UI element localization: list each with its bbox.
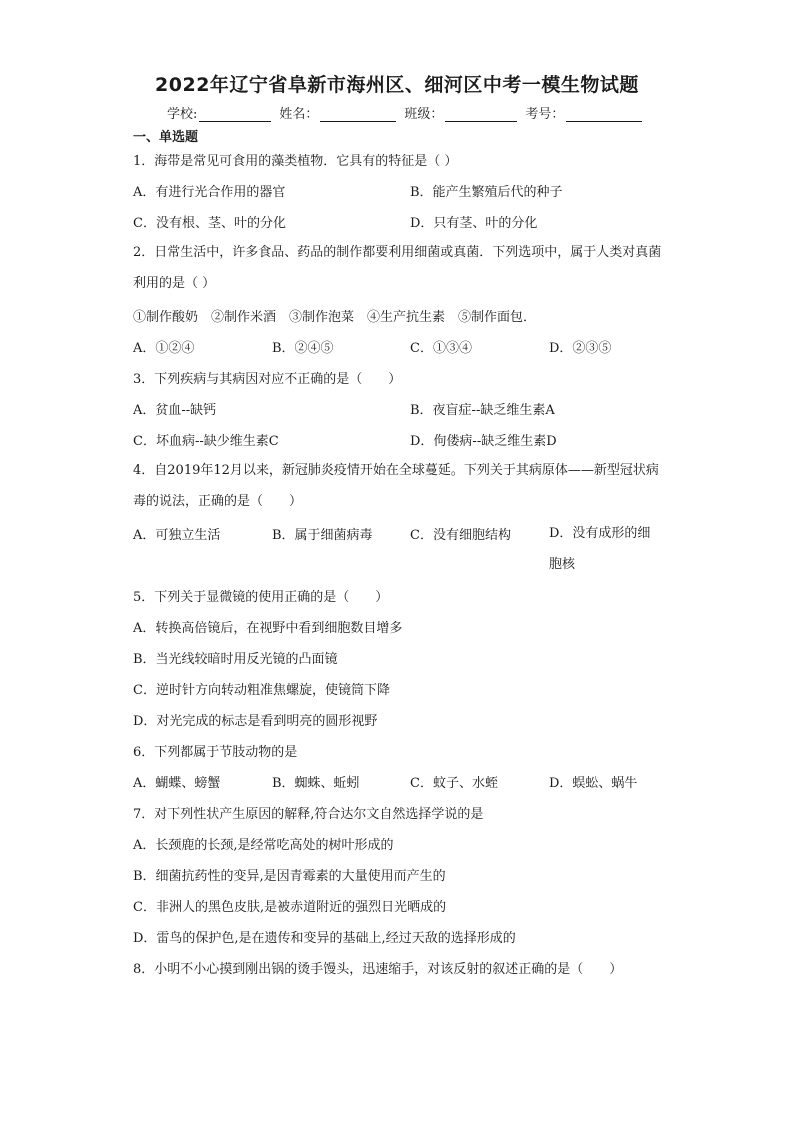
question-7-stem: 7．对下列性状产生原因的解释,符合达尔文自然选择学说的是 xyxy=(133,807,484,822)
q2-option-d[interactable]: D．②③⑤ xyxy=(549,341,612,356)
q5-option-d[interactable]: D．对光完成的标志是看到明亮的圆形视野 xyxy=(133,714,378,729)
number-label: 考号： xyxy=(525,107,565,122)
q7-option-c[interactable]: C．非洲人的黑色皮肤,是被赤道附近的强烈日光晒成的 xyxy=(133,900,447,915)
name-label: 姓名： xyxy=(279,107,319,122)
q7-option-a[interactable]: A．长颈鹿的长颈,是经常吃高处的树叶形成的 xyxy=(133,838,394,853)
student-info-line xyxy=(167,103,650,122)
question-8-stem: 8．小明不小心摸到刚出锅的烫手馒头，迅速缩手，对该反射的叙述正确的是（ ） xyxy=(133,962,623,977)
q3-option-c[interactable]: C．坏血病--缺少维生素C xyxy=(133,434,279,449)
number-blank[interactable] xyxy=(566,107,642,122)
section-heading: 一、单选题 xyxy=(133,130,199,145)
q4-option-a[interactable]: A．可独立生活 xyxy=(133,528,221,543)
q1-option-a[interactable]: A．有进行光合作用的器官 xyxy=(133,185,286,200)
question-4-stem: 4．自2019年12月以来，新冠肺炎疫情开始在全球蔓延。下列关于其病原体——新型冠状病毒的说法，正确的是（ ） xyxy=(133,463,659,509)
q7-option-d[interactable]: D．雷鸟的保护色,是在遗传和变异的基础上,经过天敌的选择形成的 xyxy=(133,931,516,946)
school-label: 学校: xyxy=(167,107,198,122)
q5-option-b[interactable]: B．当光线较暗时用反光镜的凸面镜 xyxy=(133,652,338,667)
question-2-items: ①制作酸奶 ②制作米酒 ③制作泡菜 ④生产抗生素 ⑤制作面包． xyxy=(133,310,537,325)
q5-option-a[interactable]: A．转换高倍镜后，在视野中看到细胞数目增多 xyxy=(133,621,403,636)
page-title: 2022年辽宁省阜新市海州区、细河区中考一模生物试题 xyxy=(155,74,639,96)
class-blank[interactable] xyxy=(445,107,517,122)
q5-option-c[interactable]: C．逆时针方向转动粗准焦螺旋，使镜筒下降 xyxy=(133,683,390,698)
q3-option-b[interactable]: B．夜盲症--缺乏维生素A xyxy=(410,403,555,418)
q1-option-b[interactable]: B．能产生繁殖后代的种子 xyxy=(410,185,563,200)
school-blank[interactable] xyxy=(199,107,271,122)
question-6-stem: 6．下列都属于节肢动物的是 xyxy=(133,745,298,760)
q7-option-b[interactable]: B．细菌抗药性的变异,是因青霉素的大量使用而产生的 xyxy=(133,869,446,884)
q4-option-b[interactable]: B．属于细菌病毒 xyxy=(272,528,373,543)
question-1-stem: 1．海带是常见可食用的藻类植物．它具有的特征是（ ） xyxy=(133,154,458,169)
q4-option-c[interactable]: C．没有细胞结构 xyxy=(410,528,511,543)
q6-option-c[interactable]: C．蚊子、水蛭 xyxy=(410,776,498,791)
q6-option-a[interactable]: A．蝴蝶、螃蟹 xyxy=(133,776,221,791)
question-5-stem: 5．下列关于显微镜的使用正确的是（ ） xyxy=(133,590,389,605)
q2-option-c[interactable]: C．①③④ xyxy=(410,341,472,356)
q4-option-d[interactable]: D．没有成形的细胞核 xyxy=(549,526,651,572)
question-2-stem: 2．日常生活中，许多食品、药品的制作都要利用细菌或真菌．下列选项中，属于人类对真菌利用的是（ ） xyxy=(133,245,662,291)
q1-option-c[interactable]: C．没有根、茎、叶的分化 xyxy=(133,216,286,231)
q1-option-d[interactable]: D．只有茎、叶的分化 xyxy=(410,216,538,231)
q6-option-b[interactable]: B．蜘蛛、蚯蚓 xyxy=(272,776,360,791)
q6-option-d[interactable]: D．蜈蚣、蜗牛 xyxy=(549,776,638,791)
class-label: 班级： xyxy=(404,107,444,122)
q3-option-a[interactable]: A．贫血--缺钙 xyxy=(133,403,217,418)
q2-option-a[interactable]: A．①②④ xyxy=(133,341,195,356)
question-3-stem: 3．下列疾病与其病因对应不正确的是（ ） xyxy=(133,372,402,387)
name-blank[interactable] xyxy=(320,107,396,122)
q3-option-d[interactable]: D．佝偻病--缺乏维生素D xyxy=(410,434,557,449)
q2-option-b[interactable]: B．②④⑤ xyxy=(272,341,334,356)
